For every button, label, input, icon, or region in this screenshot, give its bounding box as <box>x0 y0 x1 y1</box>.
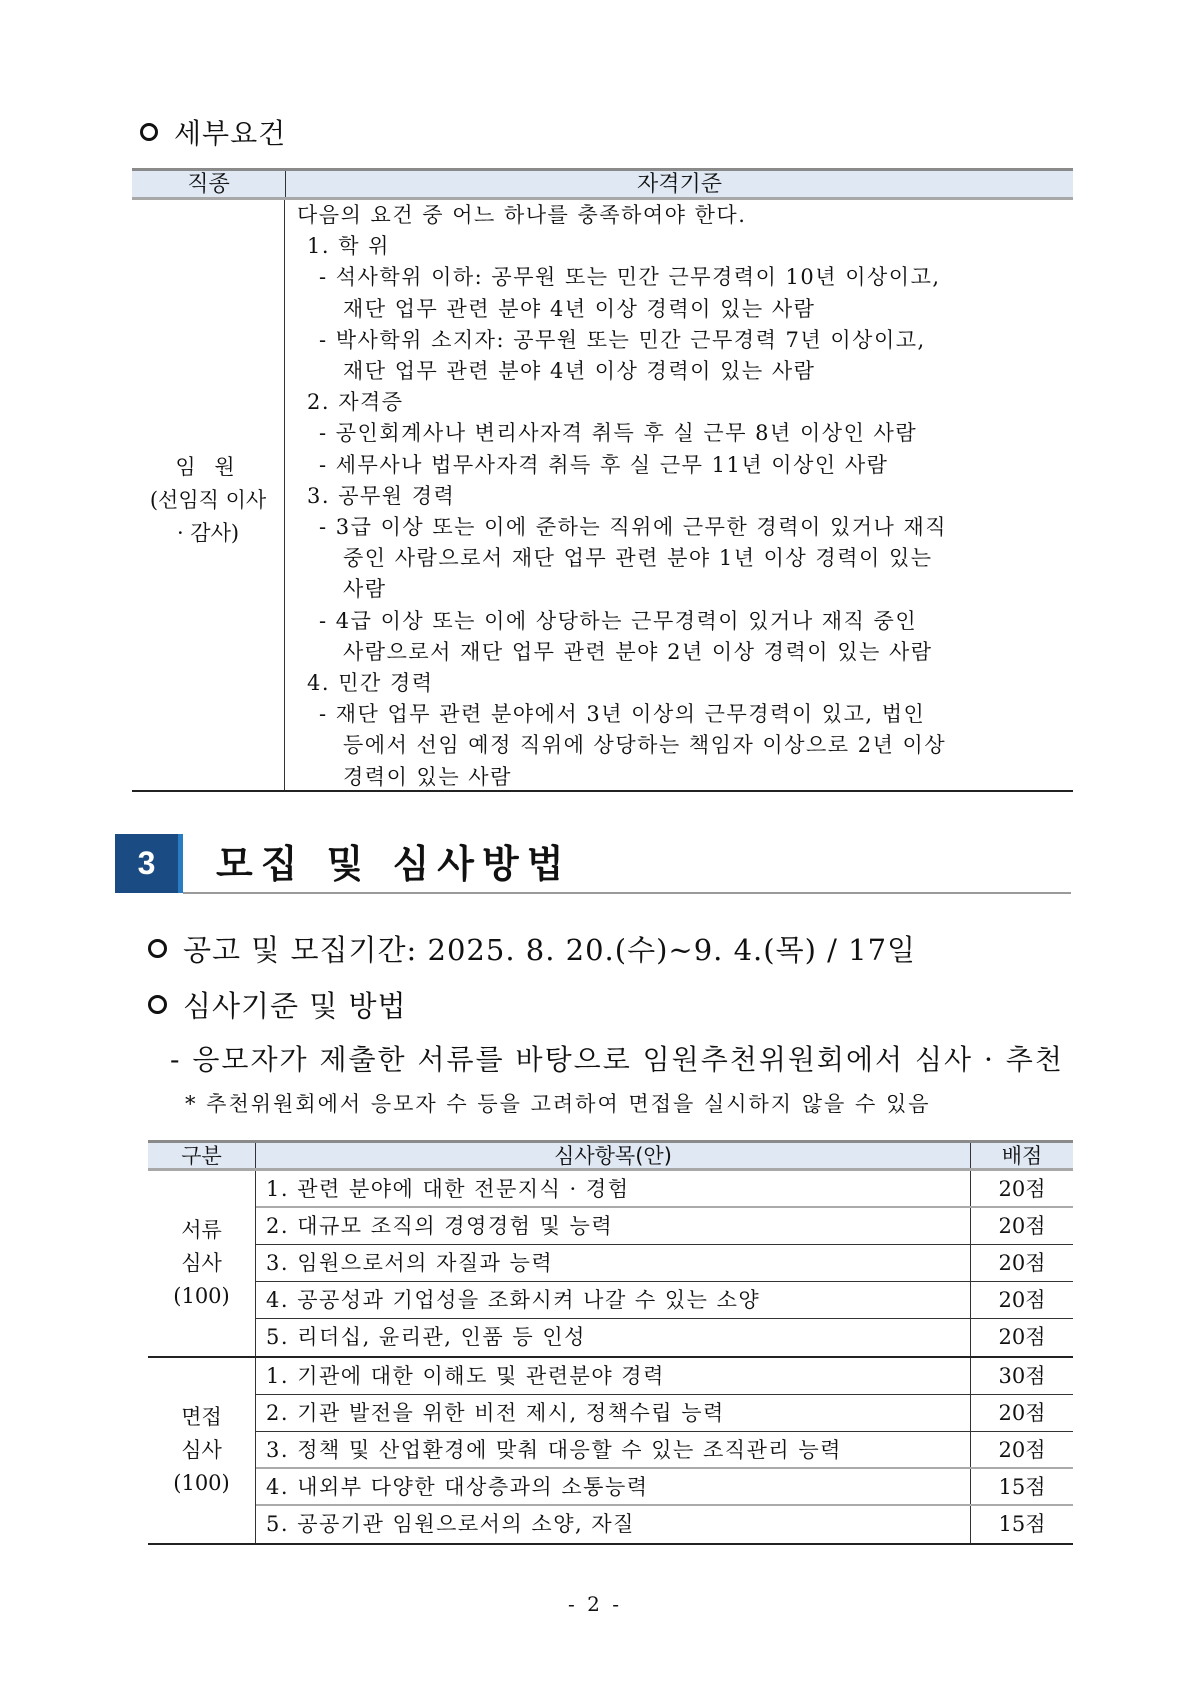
score-cell: 20점 <box>998 1251 1046 1275</box>
table-row <box>256 1395 1073 1432</box>
section-title: 모집 및 심사방법 <box>216 842 572 886</box>
table-header-row <box>132 168 1073 200</box>
score-cell: 20점 <box>998 1177 1046 1201</box>
item-cell: 5. 공공기관 임원으로서의 소양, 자질 <box>256 1506 971 1543</box>
score-cell: 20점 <box>998 1401 1046 1425</box>
criteria-line: 2. 자격증 <box>307 390 404 415</box>
group-label-line: (100) <box>173 1284 230 1308</box>
table-row <box>256 1469 1073 1506</box>
criteria-line: - 석사학위 이하: 공무원 또는 민간 근무경력이 10년 이상이고, <box>319 265 941 290</box>
criteria-line: 등에서 선임 예정 직위에 상당하는 책임자 이상으로 2년 이상 <box>343 733 947 758</box>
criteria-line: 다음의 요건 중 어느 하나를 충족하여야 한다. <box>297 203 747 227</box>
detail-requirements-heading <box>140 112 286 152</box>
header-job-type: 직종 <box>132 171 286 197</box>
section-underline <box>183 892 1071 894</box>
item-cell: 4. 내외부 다양한 대상층과의 소통능력 <box>256 1469 971 1504</box>
score-cell: 30점 <box>998 1364 1046 1388</box>
criteria-line: - 3급 이상 또는 이에 준하는 직위에 근무한 경력이 있거나 재직 <box>319 515 948 540</box>
item-cell: 1. 관련 분야에 대한 전문지식 · 경험 <box>256 1171 971 1206</box>
table-row <box>256 1506 1073 1543</box>
item-cell: 1. 기관에 대한 이해도 및 관련분야 경력 <box>256 1358 971 1394</box>
group-label-line: 면접 <box>181 1405 222 1429</box>
item-cell: 2. 기관 발전을 위한 비전 제시, 정책수립 능력 <box>256 1395 971 1431</box>
item-cell: 5. 리더십, 윤리관, 인품 등 인성 <box>256 1319 971 1356</box>
criteria-line: - 세무사나 법무사자격 취득 후 실 근무 11년 이상인 사람 <box>319 452 889 477</box>
job-type-line: 임 원 <box>175 454 241 479</box>
score-cell: 20점 <box>998 1438 1046 1462</box>
group-label <box>148 1171 256 1356</box>
table-row <box>256 1171 1073 1208</box>
criteria-line: 1. 학 위 <box>307 234 390 259</box>
item-cell: 2. 대규모 조직의 경영경험 및 능력 <box>256 1208 971 1244</box>
page-number: - 2 - <box>568 1592 622 1616</box>
group-label-line: 서류 <box>181 1218 222 1242</box>
criteria-line: - 재단 업무 관련 분야에서 3년 이상의 근무경력이 있고, 법인 <box>319 702 926 727</box>
group-label-line: 심사 <box>181 1438 222 1462</box>
criteria-heading-text: 심사기준 및 방법 <box>183 989 407 1023</box>
job-type-cell <box>132 200 285 790</box>
circle-bullet-icon <box>148 995 167 1014</box>
table-row <box>256 1208 1073 1245</box>
item-cell: 4. 공공성과 기업성을 조화시켜 나갈 수 있는 소양 <box>256 1282 971 1318</box>
score-cell: 15점 <box>998 1475 1046 1499</box>
criteria-line: 사람으로서 재단 업무 관련 분야 2년 이상 경력이 있는 사람 <box>343 639 933 664</box>
score-cell: 20점 <box>998 1288 1046 1312</box>
period-text: 공고 및 모집기간: 2025. 8. 20.(수)~9. 4.(목) / 17일 <box>183 933 917 967</box>
evaluation-table <box>148 1140 1073 1545</box>
table-row <box>256 1282 1073 1319</box>
header-item: 심사항목(안) <box>256 1143 971 1168</box>
criteria-cell <box>285 200 1073 790</box>
criteria-line: 4. 민간 경력 <box>307 671 434 696</box>
table-row <box>256 1358 1073 1395</box>
criteria-line: - 4급 이상 또는 이에 상당하는 근무경력이 있거나 재직 중인 <box>319 608 918 633</box>
item-cell: 3. 정책 및 산업환경에 맞춰 대응할 수 있는 조직관리 능력 <box>256 1432 971 1467</box>
circle-bullet-icon <box>148 939 167 958</box>
table-header-row <box>148 1140 1073 1171</box>
job-type-line: · 감사) <box>176 520 240 545</box>
criteria-line: - 공인회계사나 변리사자격 취득 후 실 근무 8년 이상인 사람 <box>319 421 918 446</box>
criteria-line: 재단 업무 관련 분야 4년 이상 경력이 있는 사람 <box>343 296 816 321</box>
header-score: 배점 <box>1001 1144 1043 1168</box>
section-number-badge: 3 <box>115 834 183 893</box>
criteria-description: - 응모자가 제출한 서류를 바탕으로 임원추천위원회에서 심사 · 추천 <box>170 1043 1064 1076</box>
score-cell: 20점 <box>998 1214 1046 1238</box>
table-row <box>132 200 1073 792</box>
criteria-line: - 박사학위 소지자: 공무원 또는 민간 근무경력 7년 이상이고, <box>319 327 926 352</box>
criteria-note: * 추천위원회에서 응모자 수 등을 고려하여 면접을 실시하지 않을 수 있음 <box>185 1092 931 1116</box>
score-cell: 15점 <box>998 1512 1046 1536</box>
table-row <box>256 1432 1073 1469</box>
table-row <box>256 1319 1073 1356</box>
circle-bullet-icon <box>140 123 158 141</box>
qualification-table <box>132 168 1073 792</box>
criteria-line: 중인 사람으로서 재단 업무 관련 분야 1년 이상 경력이 있는 <box>343 546 933 571</box>
group-label-line: (100) <box>173 1471 230 1495</box>
group-label <box>148 1358 256 1543</box>
group-label-line: 심사 <box>181 1251 222 1275</box>
recruitment-period <box>148 928 916 969</box>
criteria-line: 사람 <box>343 577 387 602</box>
table-row <box>256 1245 1073 1282</box>
header-category: 구분 <box>148 1143 256 1168</box>
heading-text: 세부요건 <box>174 117 287 150</box>
item-cell: 3. 임원으로서의 자질과 능력 <box>256 1245 971 1281</box>
criteria-line: 경력이 있는 사람 <box>343 764 512 789</box>
job-type-line: (선임직 이사 <box>149 487 267 512</box>
document-review-group <box>148 1171 1073 1358</box>
header-criteria: 자격기준 <box>636 172 722 197</box>
interview-review-group <box>148 1358 1073 1545</box>
criteria-line: 재단 업무 관련 분야 4년 이상 경력이 있는 사람 <box>343 359 816 384</box>
criteria-heading <box>148 984 407 1025</box>
criteria-line: 3. 공무원 경력 <box>307 483 456 508</box>
score-cell: 20점 <box>998 1325 1046 1349</box>
